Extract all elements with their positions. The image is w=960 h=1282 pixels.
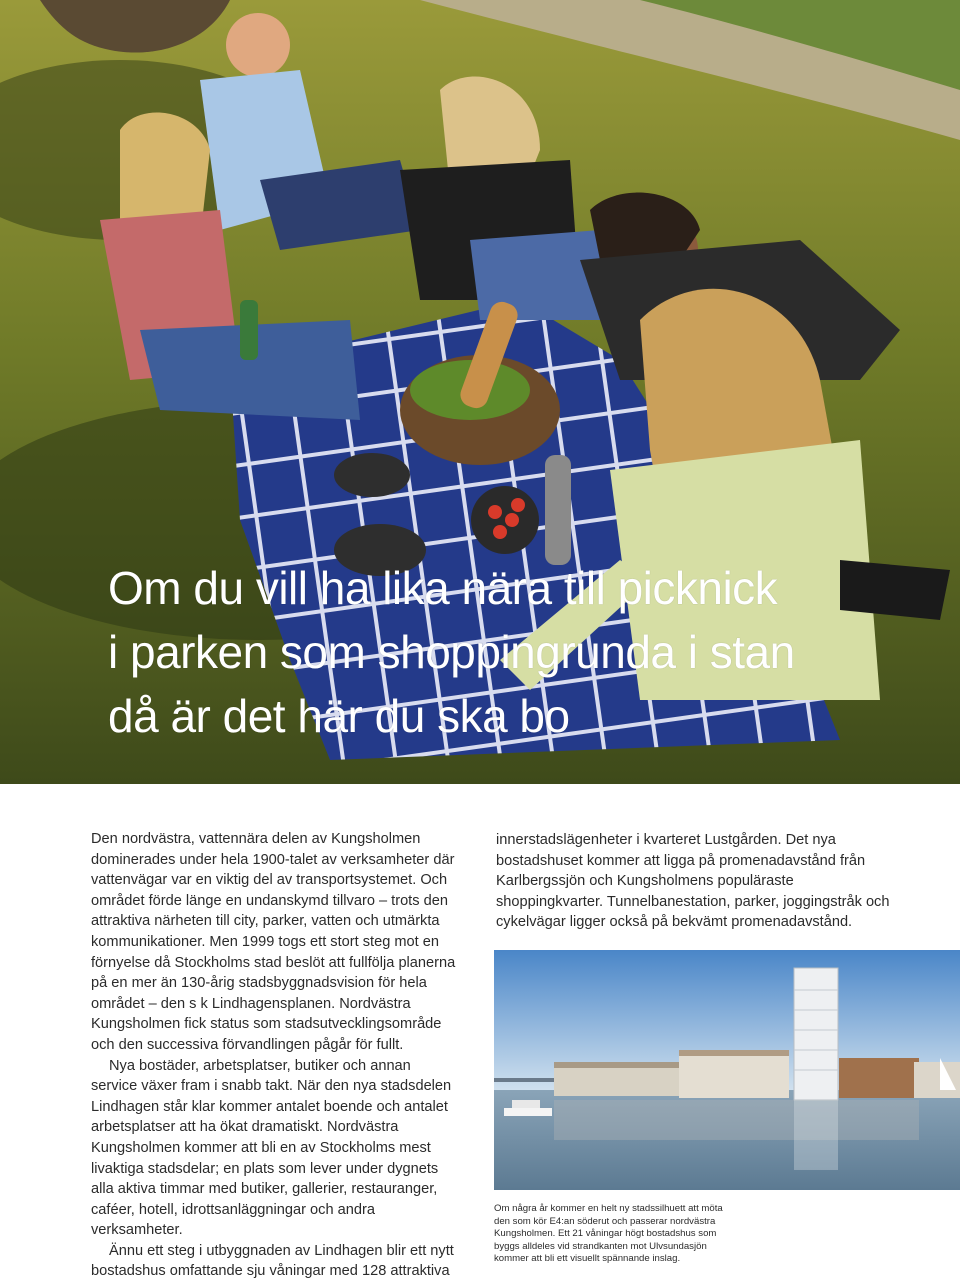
headline-line-2: i parken som shoppingrunda i stan — [108, 626, 795, 678]
headline — [108, 556, 928, 748]
headline-line-1: Om du vill ha lika nära till picknick — [108, 562, 778, 614]
image-caption: Om några år kommer en helt ny stadssilhuett att möta den som kör E4:an söderut och passerar nordvästra Kungsholmen. Ett 21 våningar högt bostadshus som byggs alldeles vid strandkanten mot Ulvsundasjön kommer att bli ett visuellt spännande inslag. — [494, 1203, 723, 1265]
body-paragraph-2: Nya bostäder, arbetsplatser, butiker och annan service växer fram i snabb takt. När den nya stadsdelen Lindhagen står klar kommer antalet boende och antalet arbetsplatser att ha ökat dramatiskt. Nordvästra Kungsholmen kommer att bli en av Stockholms mest livaktiga stadsdelar; en plats som lever under dygnets alla aktiva timmar med butiker, gallerier, restauranger, caféer, hotell, idrottsanläggningar och andra verksamheter. — [91, 1057, 452, 1239]
body-paragraph-4: innerstadslägenheter i kvarteret Lustgården. Det nya bostadshuset kommer att ligga på promenadavstånd från Karlbergssjön och Kungsholmens populäraste shoppingkvarter. Tunnelbanestation, parker, joggingstråk och cykelvägar ligger också på bekvämt promenadavstånd. — [496, 832, 890, 931]
body-paragraph-1: Den nordvästra, vattennära delen av Kungsholmen dominerades under hela 1900-talet av verksamheter där vattenvägar var en viktig del av transportsystemet. Och området förde länge en undanskymd tillvaro – trots den attraktiva närheten till city, parker, vatten och utmärkta kommunikationer. Men 1999 togs ett stort steg mot en förnyelse då Stockholms stad beslöt att fullfölja planerna på en mer än 130-årig stadsbyggnadsvision för hela området – den s k Lindhagensplanen. Nordvästra Kungsholmen fick status som stadsutvecklingsområde och den successiva förvandlingen pågår för fullt. — [91, 831, 456, 1053]
architectural-render — [494, 950, 960, 1190]
waterfront-illustration — [494, 950, 960, 1190]
body-paragraph-3: Ännu ett steg i utbyggnaden av Lindhagen blir ett nytt bostadshus omfattande sju våningar med 128 attraktiva — [91, 1242, 454, 1280]
headline-line-3: då är det här du ska bo — [108, 690, 570, 742]
body-column-left — [91, 829, 461, 1282]
body-column-right — [496, 830, 896, 933]
